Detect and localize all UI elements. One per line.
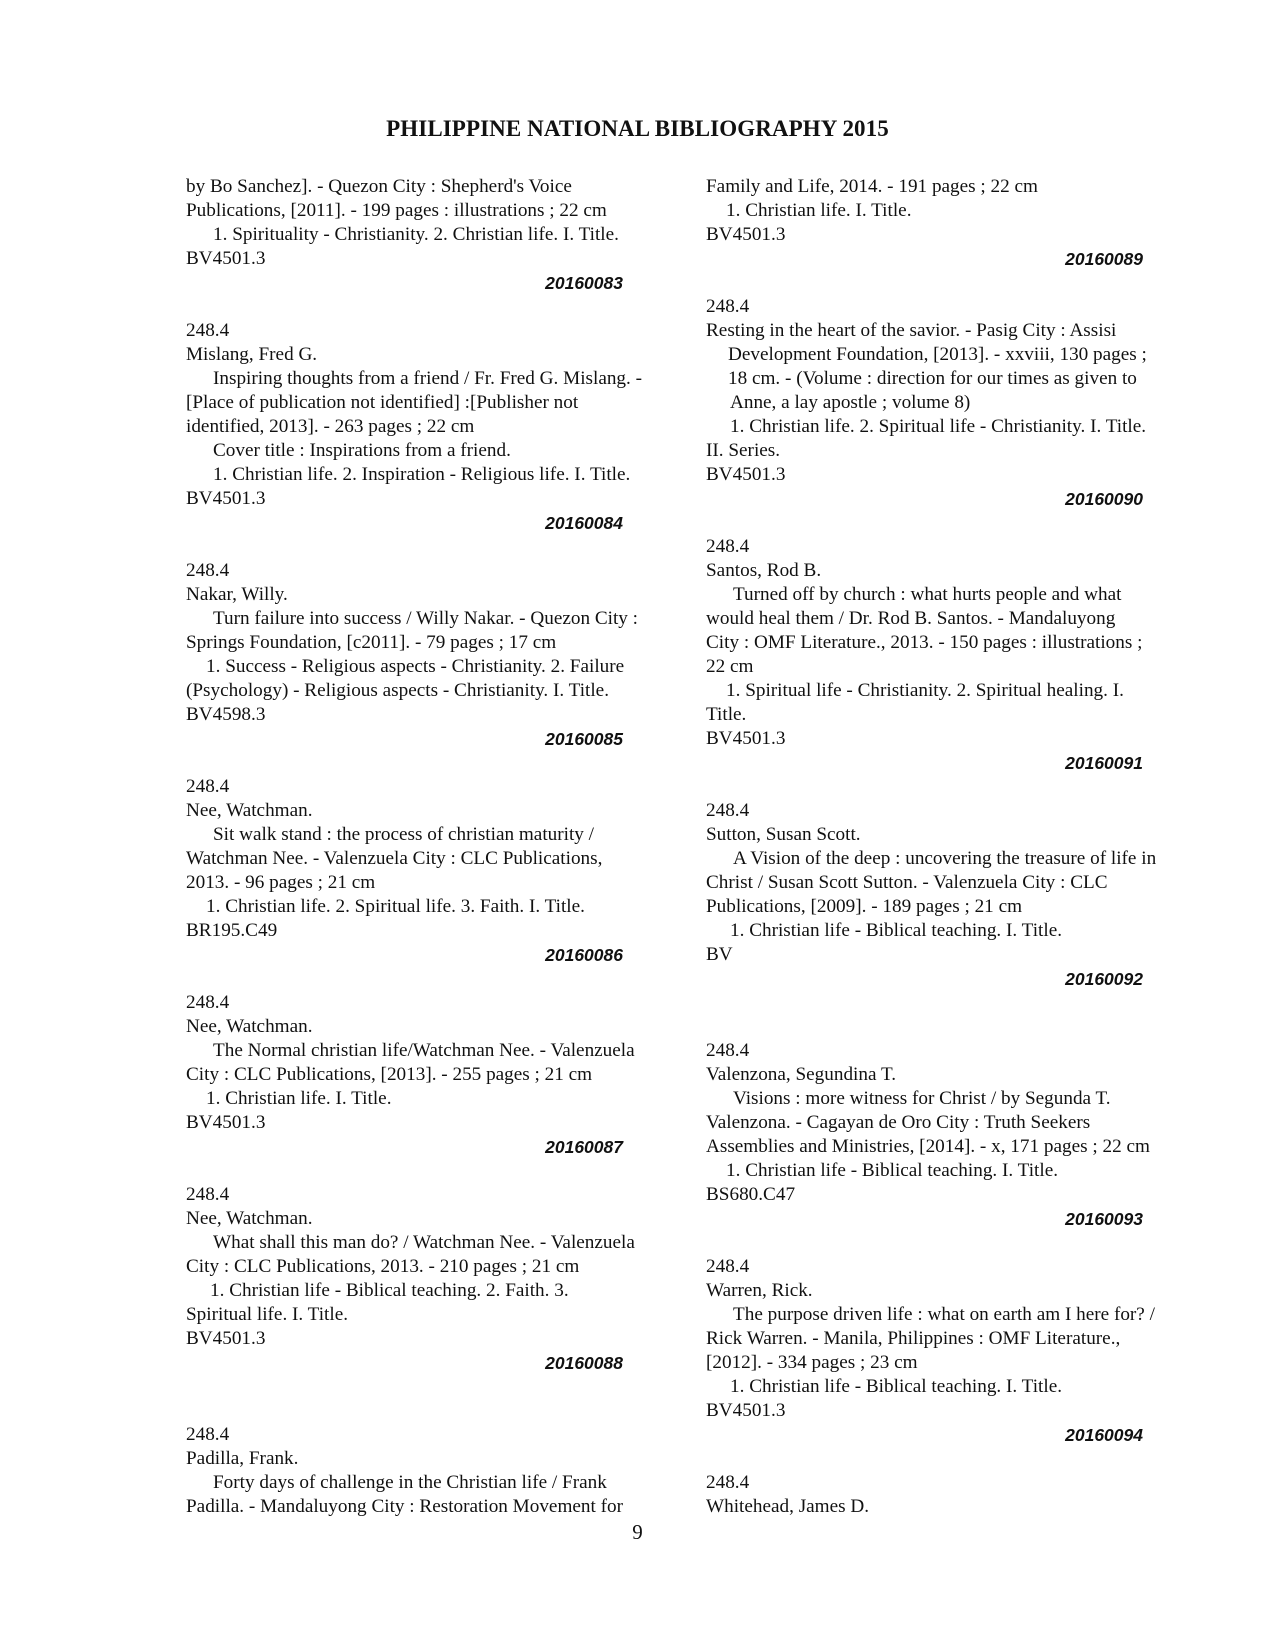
- classification-number: 248.4: [706, 1472, 750, 1493]
- entry-text: [2012]. - 334 pages ; 23 cm: [706, 1352, 918, 1373]
- entry-text: The purpose driven life : what on earth am I here for? /: [733, 1304, 1155, 1325]
- entry-text: 18 cm. - (Volume : direction for our times as given to: [728, 368, 1137, 389]
- subject-headings: II. Series.: [706, 440, 781, 461]
- classification-number: 248.4: [706, 536, 750, 557]
- entry-text: Sit walk stand : the process of christian maturity /: [213, 824, 595, 845]
- record-number: 20160088: [545, 1353, 623, 1373]
- bibliographic-entry: [706, 1255, 1196, 1447]
- classification-number: 248.4: [186, 1424, 230, 1445]
- subject-headings: 1. Christian life - Biblical teaching. I. Title.: [726, 1160, 1059, 1181]
- record-number: 20160083: [545, 273, 623, 293]
- record-number: 20160087: [545, 1137, 623, 1157]
- author: Warren, Rick.: [706, 1280, 813, 1301]
- subject-headings: Spiritual life. I. Title.: [186, 1304, 349, 1325]
- bibliographic-entry: [186, 991, 676, 1159]
- bibliographic-entry: [706, 295, 1196, 511]
- subject-headings: 1. Christian life. I. Title.: [206, 1088, 392, 1109]
- page-title: PHILIPPINE NATIONAL BIBLIOGRAPHY 2015: [386, 116, 889, 141]
- entry-text: What shall this man do? / Watchman Nee. - Valenzuela: [213, 1232, 635, 1253]
- entry-text: Christ / Susan Scott Sutton. - Valenzuela City : CLC: [706, 872, 1108, 893]
- subject-headings: Title.: [706, 704, 747, 725]
- entry-text: City : CLC Publications, [2013]. - 255 pages ; 21 cm: [186, 1064, 593, 1085]
- bibliographic-entry: [706, 535, 1196, 775]
- entry-text: Watchman Nee. - Valenzuela City : CLC Publications,: [186, 848, 603, 869]
- entry-text: Assemblies and Ministries, [2014]. - x, 171 pages ; 22 cm: [706, 1136, 1150, 1157]
- author: Padilla, Frank.: [186, 1448, 299, 1469]
- classification-number: 248.4: [706, 1040, 750, 1061]
- entry-text: City : CLC Publications, 2013. - 210 pages ; 21 cm: [186, 1256, 580, 1277]
- bibliographic-entry: [186, 775, 676, 967]
- author: Nee, Watchman.: [186, 1016, 313, 1037]
- bibliographic-entry: [186, 559, 676, 751]
- entry-text: City : OMF Literature., 2013. - 150 pages : illustrations ;: [706, 632, 1143, 653]
- record-number: 20160092: [1065, 969, 1143, 989]
- author: Whitehead, James D.: [706, 1496, 870, 1517]
- subject-headings: 1. Christian life. 2. Inspiration - Religious life. I. Title.: [213, 464, 631, 485]
- entry-text: by Bo Sanchez]. - Quezon City : Shepherd's Voice: [186, 176, 572, 197]
- classification-number: 248.4: [706, 296, 750, 317]
- entry-text: Springs Foundation, [c2011]. - 79 pages ; 17 cm: [186, 632, 557, 653]
- entry-text: Forty days of challenge in the Christian life / Frank: [213, 1472, 607, 1493]
- subject-headings: 1. Spirituality - Christianity. 2. Christian life. I. Title.: [213, 224, 619, 245]
- entry-text: would heal them / Dr. Rod B. Santos. - Mandaluyong: [706, 608, 1116, 629]
- call-number: BV4598.3: [186, 704, 266, 725]
- call-number: BV4501.3: [706, 224, 786, 245]
- bibliographic-entry: [186, 319, 676, 535]
- subject-headings: 1. Christian life. 2. Spiritual life. 3. Faith. I. Title.: [206, 896, 585, 917]
- call-number: BV4501.3: [706, 464, 786, 485]
- author: Nee, Watchman.: [186, 800, 313, 821]
- entry-text: Development Foundation, [2013]. - xxviii, 130 pages ;: [728, 344, 1147, 365]
- entry-text: 22 cm: [706, 656, 754, 677]
- call-number: BS680.C47: [706, 1184, 796, 1205]
- entry-text: Valenzona. - Cagayan de Oro City : Truth Seekers: [706, 1112, 1091, 1133]
- entry-text: Rick Warren. - Manila, Philippines : OMF Literature.,: [706, 1328, 1121, 1349]
- author: Nakar, Willy.: [186, 584, 288, 605]
- bibliographic-entry: [186, 1183, 676, 1375]
- record-number: 20160093: [1065, 1209, 1143, 1229]
- classification-number: 248.4: [186, 992, 230, 1013]
- classification-number: 248.4: [186, 560, 230, 581]
- call-number: BV4501.3: [186, 248, 266, 269]
- subject-headings: 1. Christian life. 2. Spiritual life - Christianity. I. Title.: [730, 416, 1147, 437]
- note: Cover title : Inspirations from a friend.: [213, 440, 511, 461]
- author: Valenzona, Segundina T.: [706, 1064, 897, 1085]
- author: Santos, Rod B.: [706, 560, 822, 581]
- record-number: 20160085: [545, 729, 623, 749]
- record-number: 20160089: [1065, 249, 1143, 269]
- entry-text: Padilla. - Mandaluyong City : Restoration Movement for: [186, 1496, 623, 1517]
- bibliographic-entry: [706, 1471, 1196, 1519]
- subject-headings: 1. Spiritual life - Christianity. 2. Spiritual healing. I.: [726, 680, 1124, 701]
- author: Nee, Watchman.: [186, 1208, 313, 1229]
- entry-continued: [706, 175, 1196, 271]
- entry-text: identified, 2013]. - 263 pages ; 22 cm: [186, 416, 475, 437]
- series-note: Anne, a lay apostle ; volume 8): [730, 392, 971, 413]
- subject-headings: 1. Success - Religious aspects - Christianity. 2. Failure: [206, 656, 625, 677]
- subject-headings: 1. Christian life. I. Title.: [726, 200, 912, 221]
- call-number: BV4501.3: [186, 1112, 266, 1133]
- classification-number: 248.4: [186, 320, 230, 341]
- call-number: BV4501.3: [186, 488, 266, 509]
- record-number: 20160086: [545, 945, 623, 965]
- entry-text: A Vision of the deep : uncovering the treasure of life in: [733, 848, 1157, 869]
- call-number: BV: [706, 944, 733, 965]
- subject-headings: 1. Christian life - Biblical teaching. I. Title.: [730, 920, 1063, 941]
- entry-text: Inspiring thoughts from a friend / Fr. Fred G. Mislang. -: [213, 368, 643, 389]
- bibliographic-entry: [706, 799, 1196, 991]
- classification-number: 248.4: [186, 776, 230, 797]
- bibliographic-entry: [186, 1423, 676, 1519]
- page-number: 9: [632, 1520, 643, 1544]
- right-column: [706, 175, 1196, 1519]
- classification-number: 248.4: [186, 1184, 230, 1205]
- subject-headings: 1. Christian life - Biblical teaching. 2. Faith. 3.: [210, 1280, 569, 1301]
- subject-headings: 1. Christian life - Biblical teaching. I. Title.: [730, 1376, 1063, 1397]
- entry-text: 2013. - 96 pages ; 21 cm: [186, 872, 376, 893]
- entry-text: Turned off by church : what hurts people and what: [733, 584, 1122, 605]
- entry-text: The Normal christian life/Watchman Nee. - Valenzuela: [213, 1040, 635, 1061]
- entry-text: [Place of publication not identified] :[Publisher not: [186, 392, 579, 413]
- record-number: 20160091: [1065, 753, 1143, 773]
- entry-text: Turn failure into success / Willy Nakar. - Quezon City :: [213, 608, 639, 629]
- classification-number: 248.4: [706, 800, 750, 821]
- record-number: 20160084: [545, 513, 623, 533]
- record-number: 20160090: [1065, 489, 1143, 509]
- subject-headings: (Psychology) - Religious aspects - Christianity. I. Title.: [186, 680, 609, 701]
- call-number: BV4501.3: [186, 1328, 266, 1349]
- entry-text: Family and Life, 2014. - 191 pages ; 22 cm: [706, 176, 1038, 197]
- call-number: BV4501.3: [706, 1400, 786, 1421]
- entry-text: Visions : more witness for Christ / by Segunda T.: [733, 1088, 1111, 1109]
- entry-text: Publications, [2009]. - 189 pages ; 21 cm: [706, 896, 1023, 917]
- entry-text: Publications, [2011]. - 199 pages : illustrations ; 22 cm: [186, 200, 607, 221]
- call-number: BV4501.3: [706, 728, 786, 749]
- call-number: BR195.C49: [186, 920, 278, 941]
- record-number: 20160094: [1065, 1425, 1143, 1445]
- classification-number: 248.4: [706, 1256, 750, 1277]
- author: Sutton, Susan Scott.: [706, 824, 861, 845]
- title-entry: Resting in the heart of the savior. - Pasig City : Assisi: [706, 320, 1117, 341]
- entry-continued: [186, 175, 676, 295]
- left-column: [186, 175, 676, 1519]
- bibliographic-entry: [706, 1039, 1196, 1231]
- author: Mislang, Fred G.: [186, 344, 318, 365]
